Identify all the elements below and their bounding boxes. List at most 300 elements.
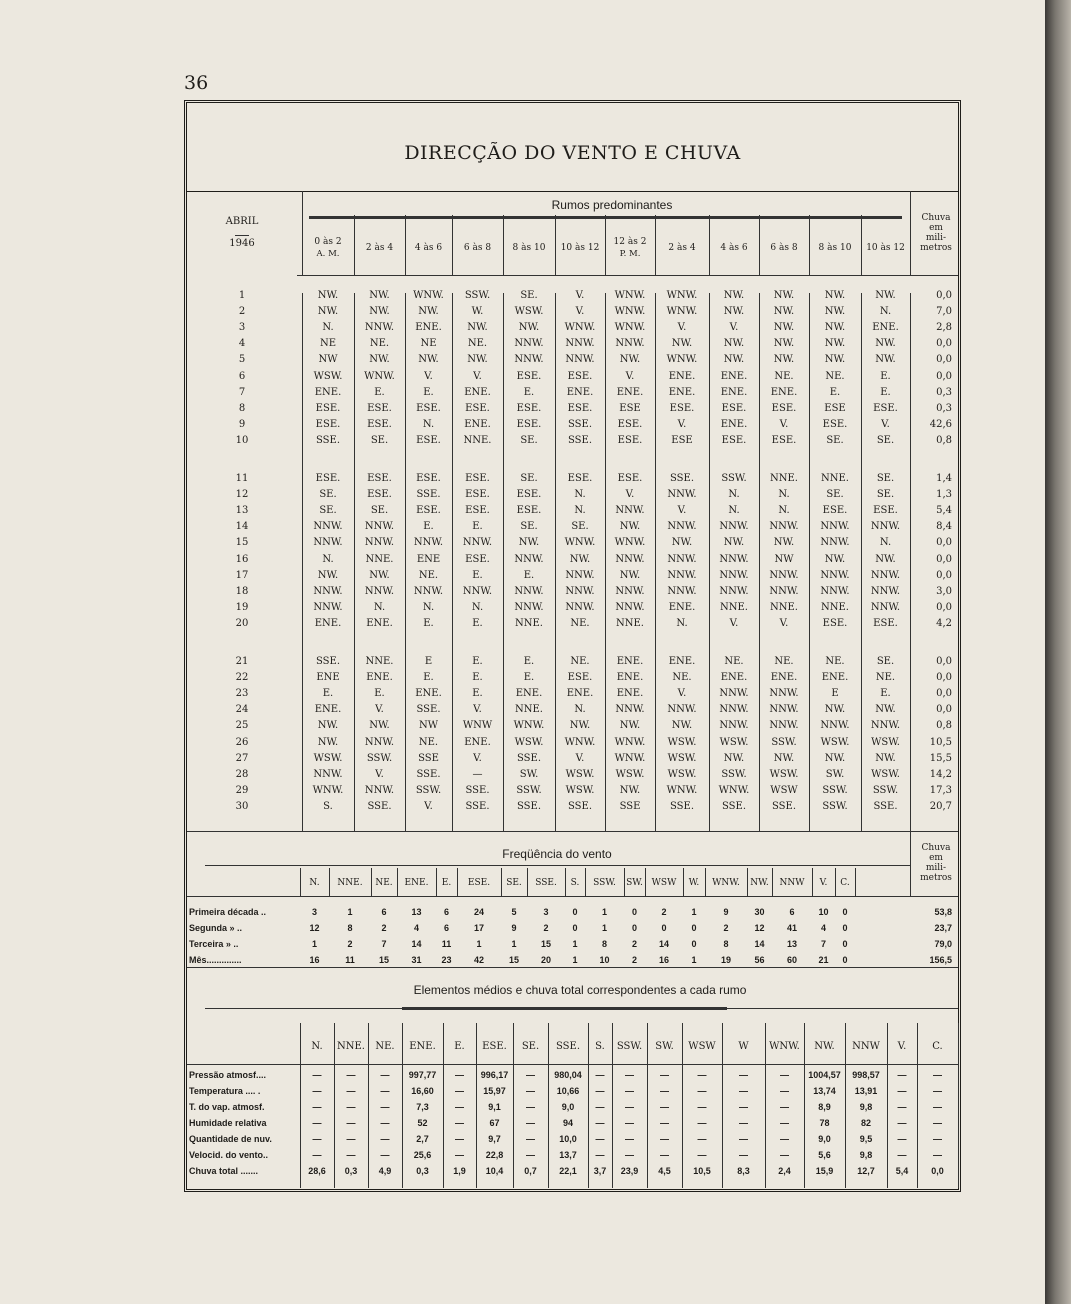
element-cell: 9,8 <box>859 1150 873 1160</box>
column-rule <box>503 215 504 275</box>
column-rule <box>555 293 556 831</box>
element-cell: 4,5 <box>658 1166 671 1176</box>
element-cell: 8,3 <box>737 1166 750 1176</box>
frequency-cell: 7 <box>820 939 827 949</box>
frequency-column-header: N. <box>309 878 320 888</box>
column-rule <box>765 1023 766 1188</box>
element-column-header: WNW. <box>769 1041 800 1052</box>
wind-direction-cell: NW. <box>773 338 795 350</box>
wind-direction-cell: NW. <box>773 752 795 764</box>
column-rule <box>329 868 330 896</box>
rain-value: 17,3 <box>929 784 952 796</box>
frequency-cell: 1 <box>572 955 578 965</box>
rain-value: 0,0 <box>936 688 952 700</box>
frequency-cell: 2 <box>381 923 387 933</box>
wind-direction-cell: NW. <box>723 537 745 549</box>
wind-direction-cell: ENE. <box>720 418 748 430</box>
column-rule <box>845 1023 846 1188</box>
element-cell: — <box>897 1070 907 1080</box>
wind-direction-cell: NW. <box>824 354 846 366</box>
element-cell: 9,1 <box>488 1102 501 1112</box>
period-header: 10 às 12 <box>866 243 905 253</box>
frequency-cell: 1 <box>572 939 578 949</box>
wind-direction-cell: — <box>472 768 483 780</box>
element-cell: — <box>380 1118 390 1128</box>
frequency-cell: 15 <box>378 955 390 965</box>
wind-direction-cell: SSW. <box>822 784 848 796</box>
wind-direction-cell: NW. <box>569 720 591 732</box>
rain-value: 20,7 <box>929 800 952 812</box>
wind-direction-cell: NNW. <box>769 585 799 597</box>
element-cell: 9,5 <box>859 1134 873 1144</box>
element-cell: — <box>897 1086 907 1096</box>
element-cell: — <box>697 1102 707 1112</box>
element-cell: 996,17 <box>480 1070 509 1080</box>
day-number: 12 <box>235 489 249 501</box>
wind-direction-cell: NW. <box>875 354 896 366</box>
frequency-cell: 31 <box>411 955 422 965</box>
wind-direction-cell: NW. <box>619 354 641 366</box>
wind-direction-cell: NNW. <box>719 688 749 700</box>
element-cell: — <box>625 1150 634 1160</box>
wind-direction-cell: ESE. <box>465 505 490 517</box>
wind-direction-cell: ENE. <box>720 386 748 398</box>
frequency-column-header: S. <box>570 878 580 888</box>
rain-mm-header: mili- <box>925 863 947 873</box>
frequency-column-header: W. <box>688 878 700 888</box>
wind-direction-cell: NW. <box>369 720 390 732</box>
wind-direction-cell: SSE. <box>416 704 441 716</box>
wind-direction-cell: NNW. <box>413 585 444 597</box>
wind-direction-cell: WSW. <box>313 752 343 764</box>
element-cell: 0,7 <box>524 1166 537 1176</box>
wind-direction-cell: ENE. <box>616 386 644 398</box>
column-rule <box>405 215 406 275</box>
frequency-cell: 4 <box>413 923 420 933</box>
wind-direction-cell: NNW. <box>364 736 395 748</box>
wind-direction-cell: NE. <box>825 656 845 667</box>
wind-direction-cell: V. <box>375 768 384 780</box>
wind-direction-cell: NW. <box>875 553 896 565</box>
column-rule <box>759 293 760 831</box>
element-cell: 9,7 <box>488 1134 501 1144</box>
frequency-cell: 1 <box>511 939 517 949</box>
wind-direction-cell: NNW. <box>514 601 544 613</box>
element-cell: — <box>697 1086 707 1096</box>
wind-direction-cell: WSW. <box>871 736 900 748</box>
column-rule <box>835 868 836 896</box>
rain-value: 5,4 <box>936 505 952 517</box>
element-cell: — <box>780 1150 789 1160</box>
column-rule <box>683 868 684 896</box>
period-header: 2 às 4 <box>365 243 394 253</box>
wind-direction-cell: E. <box>374 386 385 398</box>
wind-direction-cell: SSW. <box>464 290 491 301</box>
wind-direction-cell: NNW. <box>769 521 799 533</box>
frequency-cell: 10 <box>599 955 610 965</box>
element-cell: 9,0 <box>818 1134 831 1144</box>
wind-direction-cell: E. <box>472 617 483 629</box>
frequency-column-header: WSW <box>651 878 677 888</box>
frequency-rain-total: 156,5 <box>929 955 952 965</box>
wind-direction-cell: NNW. <box>313 521 343 533</box>
wind-direction-cell: WNW. <box>413 290 444 301</box>
wind-direction-cell: E. <box>423 521 434 533</box>
wind-direction-cell: V. <box>375 704 384 716</box>
frequency-cell: 0 <box>631 923 638 933</box>
wind-direction-cell: NNW. <box>615 601 645 613</box>
element-cell: — <box>346 1102 356 1112</box>
rain-value: 0,3 <box>936 386 952 398</box>
column-header-rule <box>187 1064 958 1065</box>
element-cell: 0,0 <box>931 1166 944 1176</box>
day-number: 20 <box>235 617 249 629</box>
page-number: 36 <box>184 72 209 94</box>
frequency-rain-total: 79,0 <box>934 939 952 949</box>
wind-direction-cell: NW. <box>824 338 846 350</box>
column-rule <box>655 293 656 831</box>
wind-direction-cell: NNW. <box>364 585 395 597</box>
frequency-cell: 14 <box>411 939 422 949</box>
wind-direction-cell: V. <box>779 617 789 629</box>
day-number: 22 <box>235 672 249 684</box>
rain-value: 2,8 <box>936 322 952 334</box>
element-row-label: Chuva total ....... <box>189 1166 259 1176</box>
wind-direction-cell: WNW. <box>666 290 698 301</box>
element-column-header: NNE. <box>337 1041 365 1052</box>
wind-direction-cell: SE. <box>520 434 538 446</box>
wind-direction-cell: N. <box>879 537 892 549</box>
column-rule <box>809 293 810 831</box>
rain-value: 0,0 <box>936 537 952 549</box>
frequency-cell: 1 <box>601 907 608 917</box>
column-rule <box>804 1023 805 1188</box>
wind-direction-cell: NNW. <box>719 720 749 732</box>
column-rule <box>588 1023 589 1188</box>
wind-direction-cell: NW. <box>467 322 488 334</box>
wind-direction-cell: ESE. <box>822 418 848 430</box>
element-cell: — <box>346 1134 356 1144</box>
wind-direction-cell: ESE. <box>721 434 747 446</box>
wind-direction-cell: E. <box>423 386 434 398</box>
wind-direction-cell: ESE. <box>873 402 898 414</box>
year-label: 1946 <box>229 238 255 249</box>
element-cell: 8,9 <box>818 1102 831 1112</box>
day-number: 6 <box>238 370 246 382</box>
wind-direction-cell: SE. <box>520 290 538 301</box>
wind-direction-cell: N. <box>422 601 435 613</box>
wind-direction-cell: NW. <box>723 338 745 350</box>
day-number: 8 <box>238 402 246 414</box>
wind-direction-cell: SE. <box>876 656 895 667</box>
column-rule <box>958 1023 959 1188</box>
wind-direction-cell: WNW. <box>614 537 646 549</box>
wind-direction-cell: NE. <box>369 338 390 350</box>
wind-direction-cell: NW. <box>824 306 846 318</box>
wind-direction-cell: NW. <box>723 752 745 764</box>
day-number: 27 <box>235 752 249 764</box>
wind-direction-cell: NNE. <box>463 434 492 446</box>
wind-direction-cell: E <box>424 656 433 667</box>
element-cell: — <box>660 1118 669 1128</box>
wind-direction-cell: WNW. <box>564 736 596 748</box>
frequency-column-header: SE. <box>506 878 522 888</box>
wind-direction-cell: NNW. <box>565 601 595 613</box>
frequency-cell: 15 <box>540 939 552 949</box>
column-rule <box>302 293 303 831</box>
element-row-label: Velocid. do vento.. <box>189 1150 269 1160</box>
element-cell: — <box>455 1102 464 1112</box>
wind-direction-cell: SSW. <box>516 784 542 796</box>
wind-direction-cell: NW. <box>418 306 439 318</box>
element-cell: — <box>526 1086 535 1096</box>
frequency-column-header: ENE. <box>404 878 429 888</box>
wind-direction-cell: SSE. <box>669 800 695 812</box>
element-row-label: Temperatura .... . <box>189 1086 261 1096</box>
element-cell: 1004,57 <box>808 1070 841 1080</box>
wind-direction-cell: NNW. <box>667 521 697 533</box>
wind-direction-cell: SE. <box>520 473 538 484</box>
element-cell: — <box>739 1086 748 1096</box>
element-row-label: Humidade relativa <box>189 1118 267 1128</box>
column-rule <box>861 215 862 275</box>
wind-direction-cell: SSE. <box>873 800 898 812</box>
wind-direction-cell: NNW. <box>719 521 749 533</box>
wind-direction-cell: N. <box>879 306 892 318</box>
rain-mm-header: em <box>929 223 943 233</box>
wind-direction-cell: NNW. <box>413 537 444 549</box>
wind-direction-cell: NW <box>774 553 794 565</box>
wind-direction-cell: WSW. <box>667 752 697 764</box>
day-number: 5 <box>238 354 246 366</box>
wind-direction-cell: WNW. <box>718 784 750 796</box>
wind-direction-cell: WNW. <box>364 370 395 382</box>
wind-direction-cell: NNE. <box>821 473 849 484</box>
column-rule <box>397 868 398 896</box>
elementos-header-rule <box>402 1007 727 1010</box>
wind-direction-cell: NNW. <box>615 553 645 565</box>
wind-direction-cell: NW. <box>773 306 795 318</box>
frequency-cell: 6 <box>443 907 450 917</box>
wind-direction-cell: NNW. <box>820 537 850 549</box>
column-rule <box>368 1023 369 1188</box>
wind-direction-cell: E. <box>880 688 891 700</box>
period-header: 6 às 8 <box>770 243 798 253</box>
wind-direction-cell: SE. <box>370 505 389 517</box>
wind-direction-cell: ENE <box>316 672 340 684</box>
frequency-cell: 1 <box>311 939 318 949</box>
element-column-header: V. <box>897 1041 907 1052</box>
column-rule <box>612 1023 613 1188</box>
wind-direction-cell: SE. <box>319 489 337 501</box>
element-column-header: SSW. <box>616 1041 643 1052</box>
wind-direction-cell: NNW. <box>769 569 799 581</box>
period-header: 0 às 2 <box>314 237 342 247</box>
element-cell: — <box>455 1118 464 1128</box>
day-number: 29 <box>235 784 249 796</box>
wind-direction-cell: E. <box>523 569 535 581</box>
wind-direction-cell: NNW. <box>364 784 395 796</box>
column-rule <box>647 1023 648 1188</box>
wind-direction-cell: ESE. <box>465 402 490 414</box>
element-cell: 13,7 <box>559 1150 577 1160</box>
wind-direction-cell: SSW. <box>872 784 899 796</box>
element-cell: — <box>526 1118 535 1128</box>
frequency-cell: 8 <box>601 939 608 949</box>
element-cell: — <box>312 1086 322 1096</box>
frequency-column-header: C. <box>840 878 850 888</box>
wind-direction-cell: WSW. <box>565 768 595 780</box>
wind-direction-cell: ENE. <box>366 617 393 629</box>
wind-direction-cell: SW. <box>519 768 539 780</box>
element-cell: — <box>739 1102 748 1112</box>
column-rule <box>910 191 911 215</box>
day-number: 19 <box>235 601 249 613</box>
frequency-cell: 0 <box>631 907 638 917</box>
wind-direction-cell: E. <box>880 370 891 382</box>
element-cell: 2,7 <box>416 1134 429 1144</box>
element-cell: 78 <box>819 1118 830 1128</box>
element-cell: 15,9 <box>815 1166 834 1176</box>
frequency-column-header: V. <box>819 878 828 888</box>
element-cell: 25,6 <box>413 1150 432 1160</box>
wind-direction-cell: NW. <box>773 354 795 366</box>
wind-direction-cell: ESE <box>824 402 846 414</box>
frequency-cell: 16 <box>658 955 670 965</box>
wind-direction-cell: ENE. <box>616 688 644 700</box>
wind-direction-cell: WNW. <box>614 322 646 334</box>
wind-direction-cell: NW. <box>619 720 641 732</box>
element-column-header: SE. <box>521 1041 540 1052</box>
wind-direction-cell: V. <box>575 290 585 301</box>
column-rule <box>645 868 646 896</box>
rain-value: 0,0 <box>936 553 952 565</box>
wind-direction-cell: ESE. <box>617 473 643 484</box>
wind-direction-cell: NW. <box>569 553 591 565</box>
wind-direction-cell: NNW. <box>565 354 595 366</box>
column-rule <box>452 215 453 275</box>
rain-value: 42,6 <box>929 418 952 430</box>
wind-direction-cell: SSE. <box>516 800 542 812</box>
wind-direction-cell: V. <box>473 370 482 382</box>
column-rule <box>565 868 566 896</box>
wind-direction-cell: E. <box>472 688 483 700</box>
column-rule <box>300 1023 301 1188</box>
wind-direction-cell: N. <box>322 553 334 565</box>
element-cell: — <box>526 1150 535 1160</box>
frequency-cell: 21 <box>818 955 829 965</box>
element-column-header: W <box>738 1041 749 1052</box>
frequency-cell: 12 <box>309 923 320 933</box>
wind-direction-cell: ESE. <box>567 672 593 684</box>
column-rule <box>722 1023 723 1188</box>
wind-direction-cell: V. <box>625 370 635 382</box>
wind-direction-cell: NW. <box>723 306 745 318</box>
wind-direction-cell: SSE. <box>771 800 797 812</box>
wind-direction-cell: N. <box>422 418 435 430</box>
wind-direction-cell: SSW. <box>721 473 747 484</box>
element-cell: — <box>933 1070 942 1080</box>
period-header: 10 às 12 <box>560 243 600 253</box>
frequency-cell: 11 <box>441 939 452 949</box>
wind-direction-cell: V. <box>677 418 687 430</box>
wind-direction-cell: ESE. <box>367 402 392 414</box>
column-rule <box>354 293 355 831</box>
element-cell: — <box>312 1102 322 1112</box>
wind-direction-cell: NW. <box>824 553 846 565</box>
wind-direction-cell: SSE. <box>516 752 542 764</box>
day-number: 16 <box>235 553 249 565</box>
element-cell: — <box>625 1134 634 1144</box>
frequency-cell: 17 <box>473 923 485 933</box>
element-cell: — <box>625 1102 634 1112</box>
wind-direction-cell: NE. <box>418 569 439 581</box>
frequency-cell: 41 <box>786 923 798 933</box>
column-rule <box>812 868 813 896</box>
wind-direction-cell: ESE. <box>771 434 797 446</box>
wind-direction-cell: N. <box>728 489 740 501</box>
wind-direction-cell: NW. <box>369 290 390 301</box>
wind-direction-cell: SSW. <box>822 800 848 812</box>
element-cell: — <box>739 1070 748 1080</box>
wind-direction-cell: WNW. <box>666 354 698 366</box>
frequency-cell: 0 <box>842 907 848 917</box>
element-cell: — <box>625 1086 634 1096</box>
rain-mm-header: Chuva <box>921 213 951 223</box>
wind-direction-cell: NNW. <box>667 569 697 581</box>
wind-direction-cell: ENE. <box>464 386 491 398</box>
wind-direction-cell: ESE. <box>567 473 593 484</box>
day-number: 9 <box>238 418 246 430</box>
frequency-cell: 2 <box>661 907 667 917</box>
wind-direction-cell: ESE. <box>516 418 542 430</box>
column-rule <box>300 868 301 896</box>
wind-direction-cell: E <box>831 688 839 700</box>
frequency-cell: 42 <box>473 955 485 965</box>
element-cell: — <box>346 1150 356 1160</box>
wind-direction-cell: NNW. <box>514 338 544 350</box>
element-cell: — <box>455 1070 464 1080</box>
rain-value: 0,8 <box>936 434 952 446</box>
wind-direction-cell: NNW. <box>870 521 901 533</box>
wind-direction-cell: NNW. <box>615 505 645 517</box>
wind-direction-cell: NNE. <box>365 553 394 565</box>
frequency-rain-total: 53,8 <box>934 907 952 917</box>
rain-value: 0,0 <box>936 672 952 684</box>
section-rule <box>187 967 958 968</box>
element-column-header: S. <box>595 1041 605 1052</box>
rain-value: 15,5 <box>929 752 952 764</box>
wind-direction-cell: NE. <box>570 617 590 629</box>
column-rule <box>709 215 710 275</box>
column-rule <box>405 293 406 831</box>
wind-direction-cell: SSW. <box>721 768 747 780</box>
table-frame <box>184 100 961 1192</box>
day-number: 11 <box>235 473 249 484</box>
period-header: 6 às 8 <box>463 243 492 253</box>
wind-direction-cell: ESE. <box>416 434 441 446</box>
frequency-row-label: Terceira » .. <box>189 939 239 949</box>
day-number: 14 <box>235 521 249 533</box>
period-header: 12 às 2 <box>613 237 647 247</box>
element-row-label: Pressão atmosf.... <box>189 1070 267 1080</box>
frequency-column-header: SW. <box>626 878 643 888</box>
frequency-column-header: E. <box>441 878 452 888</box>
column-rule <box>555 215 556 275</box>
wind-direction-cell: NNW. <box>667 553 697 565</box>
wind-direction-cell: NE. <box>418 736 439 748</box>
rain-value: 0,0 <box>936 290 952 301</box>
